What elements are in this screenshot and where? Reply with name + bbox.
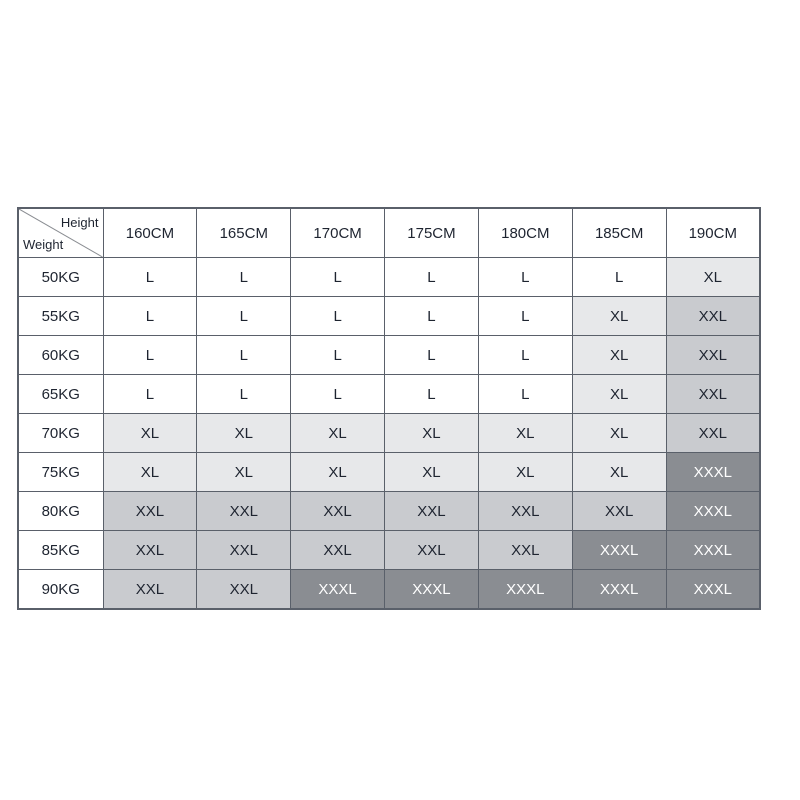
size-cell: XL <box>197 414 291 453</box>
height-header: 170CM <box>291 208 385 258</box>
size-cell: XXL <box>291 492 385 531</box>
size-cell: XXXL <box>385 570 479 610</box>
height-header: 165CM <box>197 208 291 258</box>
size-cell: XL <box>478 414 572 453</box>
size-cell: XXL <box>103 492 197 531</box>
size-cell: L <box>291 297 385 336</box>
size-cell: L <box>103 375 197 414</box>
table-row <box>18 258 760 297</box>
size-cell: XXL <box>385 531 479 570</box>
height-header: 185CM <box>572 208 666 258</box>
size-cell: L <box>385 297 479 336</box>
size-cell: XXL <box>103 570 197 610</box>
size-cell: XL <box>572 453 666 492</box>
size-cell: XXL <box>478 531 572 570</box>
size-cell: XL <box>385 453 479 492</box>
table-row <box>18 297 760 336</box>
size-cell: L <box>572 258 666 297</box>
size-cell: L <box>478 336 572 375</box>
weight-row-header: 90KG <box>18 570 103 610</box>
size-cell: L <box>478 375 572 414</box>
size-cell: XL <box>572 297 666 336</box>
height-axis-label: Height <box>60 215 99 230</box>
table-row <box>18 531 760 570</box>
size-cell: L <box>197 375 291 414</box>
size-cell: XL <box>478 453 572 492</box>
height-header: 180CM <box>478 208 572 258</box>
header-row <box>18 208 760 258</box>
size-cell: L <box>291 375 385 414</box>
size-cell: L <box>385 336 479 375</box>
size-cell: XL <box>385 414 479 453</box>
table-row <box>18 375 760 414</box>
size-cell: XXXL <box>572 531 666 570</box>
size-cell: L <box>478 258 572 297</box>
size-cell: XL <box>572 375 666 414</box>
weight-row-header: 70KG <box>18 414 103 453</box>
size-cell: XXXL <box>291 570 385 610</box>
size-cell: XL <box>103 414 197 453</box>
size-cell: L <box>197 258 291 297</box>
weight-row-header: 65KG <box>18 375 103 414</box>
size-cell: XXXL <box>572 570 666 610</box>
height-header: 175CM <box>385 208 479 258</box>
size-cell: XXL <box>197 570 291 610</box>
table-row <box>18 414 760 453</box>
table-row <box>18 453 760 492</box>
corner-cell <box>18 208 103 258</box>
size-cell: XL <box>197 453 291 492</box>
size-cell: XL <box>572 336 666 375</box>
weight-axis-label: Weight <box>23 237 64 252</box>
height-header: 160CM <box>103 208 197 258</box>
size-cell: L <box>385 375 479 414</box>
size-chart-body <box>18 208 760 609</box>
weight-row-header: 50KG <box>18 258 103 297</box>
size-cell: XL <box>291 453 385 492</box>
size-cell: XXXL <box>666 570 760 610</box>
size-cell: XL <box>103 453 197 492</box>
size-cell: L <box>197 336 291 375</box>
size-cell: XL <box>572 414 666 453</box>
table-row <box>18 492 760 531</box>
size-cell: XXXL <box>478 570 572 610</box>
size-chart-table <box>17 207 761 610</box>
size-cell: XXL <box>291 531 385 570</box>
size-cell: XL <box>291 414 385 453</box>
size-cell: XXL <box>572 492 666 531</box>
table-row <box>18 570 760 610</box>
size-cell: L <box>291 336 385 375</box>
size-cell: XXL <box>103 531 197 570</box>
size-cell: L <box>103 336 197 375</box>
size-cell: XXXL <box>666 492 760 531</box>
size-cell: XXL <box>666 375 760 414</box>
size-cell: L <box>103 297 197 336</box>
size-cell: XXL <box>666 414 760 453</box>
size-cell: XXL <box>666 336 760 375</box>
weight-row-header: 55KG <box>18 297 103 336</box>
weight-row-header: 80KG <box>18 492 103 531</box>
size-cell: L <box>291 258 385 297</box>
size-cell: XXXL <box>666 531 760 570</box>
weight-row-header: 60KG <box>18 336 103 375</box>
size-cell: XXL <box>197 492 291 531</box>
weight-row-header: 75KG <box>18 453 103 492</box>
size-cell: L <box>197 297 291 336</box>
size-cell: XXL <box>385 492 479 531</box>
weight-row-header: 85KG <box>18 531 103 570</box>
size-cell: L <box>385 258 479 297</box>
size-cell: XXL <box>478 492 572 531</box>
size-cell: L <box>478 297 572 336</box>
size-cell: XXL <box>197 531 291 570</box>
size-cell: XL <box>666 258 760 297</box>
size-cell: XXL <box>666 297 760 336</box>
table-row <box>18 336 760 375</box>
size-cell: L <box>103 258 197 297</box>
size-cell: XXXL <box>666 453 760 492</box>
height-header: 190CM <box>666 208 760 258</box>
